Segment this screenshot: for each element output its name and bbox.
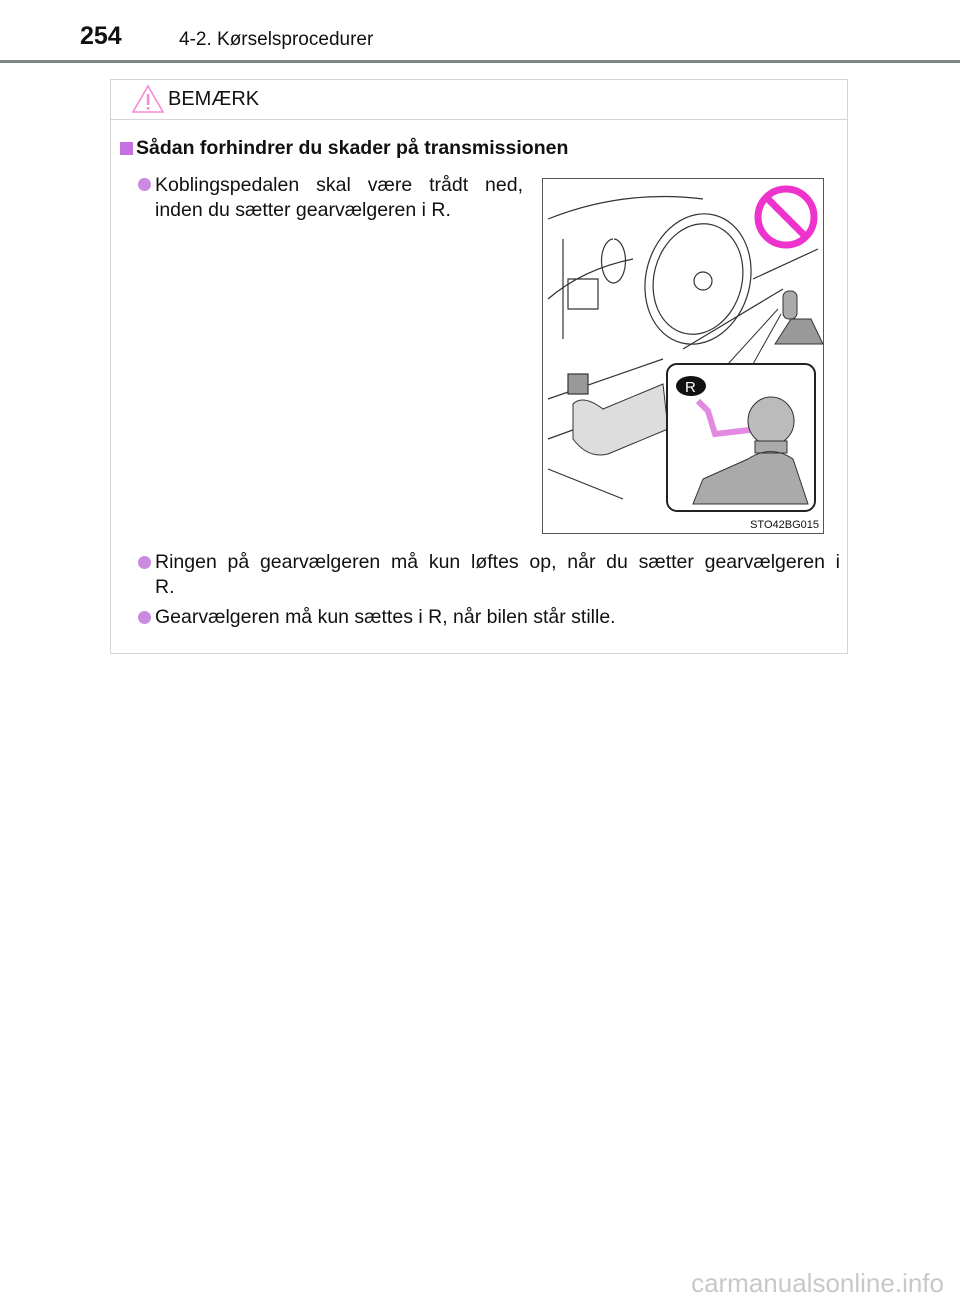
- gear-shift-illustration: [542, 178, 824, 534]
- bullet-icon: [138, 611, 151, 624]
- notice-header: [111, 80, 847, 120]
- bullet-icon: [138, 556, 151, 569]
- watermark: carmanualsonline.info: [691, 1268, 944, 1298]
- page-number: 254: [80, 22, 122, 50]
- section-heading: Sådan forhindrer du skader på transmissionen: [136, 137, 569, 159]
- notice-label: BEMÆRK: [168, 88, 260, 110]
- figure-code: STO42BG015: [750, 519, 819, 531]
- square-bullet-icon: [120, 142, 133, 155]
- bullet-text-2b: R.: [155, 576, 175, 598]
- bullet-icon: [138, 178, 151, 191]
- notice-box: [110, 79, 848, 654]
- dashboard-drawing: [543, 179, 823, 533]
- chapter-title: 4-2. Kørselsprocedurer: [179, 29, 374, 50]
- warning-triangle-icon: [131, 84, 165, 114]
- bullet-text-1: Koblingspedalen skal være trådt ned,: [155, 174, 523, 196]
- bullet-text-2: Ringen på gearvælgeren må kun løftes op, når du sætter gearvælgeren i: [155, 551, 840, 573]
- bullet-text-1b: inden du sætter gearvælgeren i R.: [155, 199, 451, 221]
- gear-r-label: R: [685, 379, 696, 396]
- bullet-text-3: Gearvælgeren må kun sættes i R, når bilen står stille.: [155, 606, 616, 628]
- header-divider: [0, 60, 960, 63]
